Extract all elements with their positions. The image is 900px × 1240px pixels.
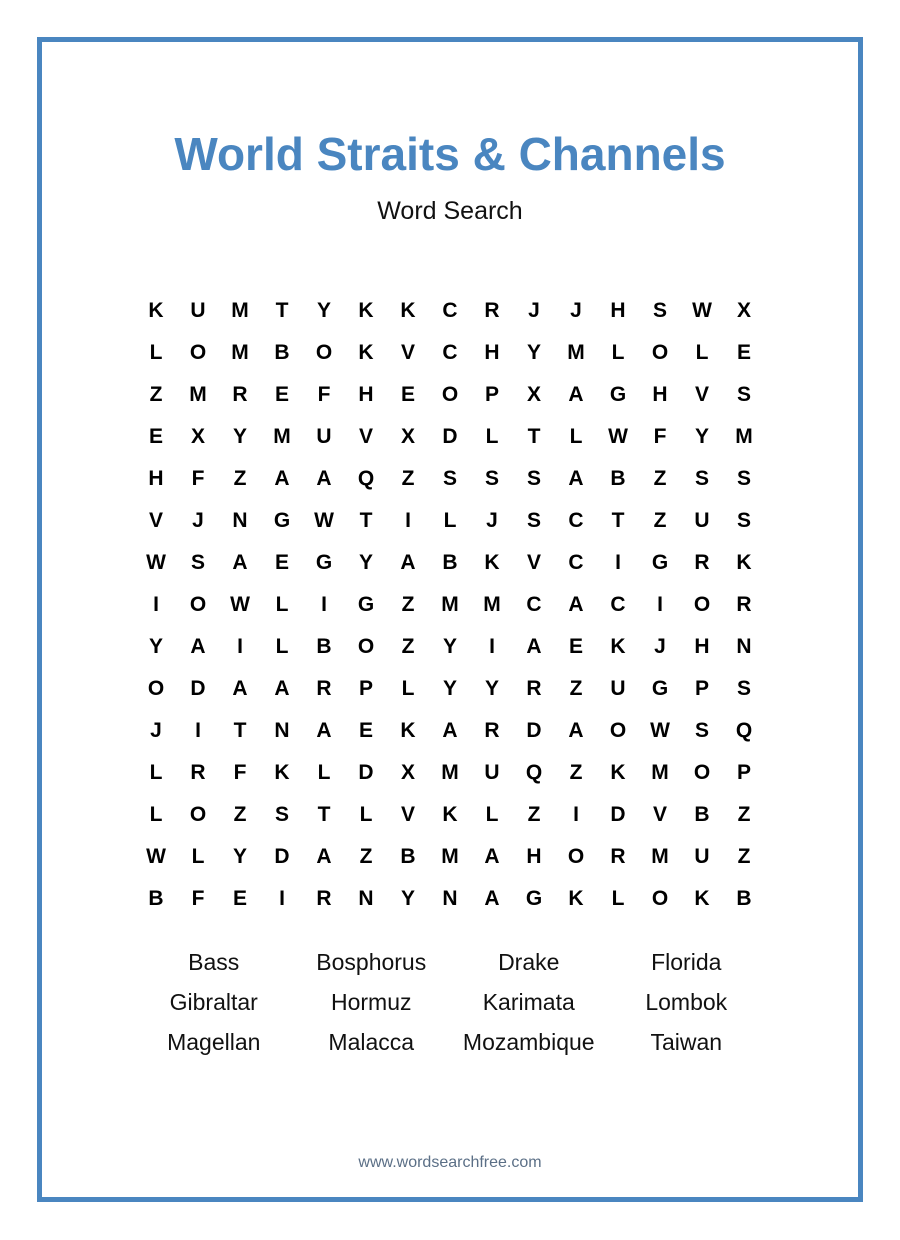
grid-cell[interactable]: F	[653, 425, 667, 448]
grid-cell[interactable]: L	[275, 593, 289, 616]
word-list-item: Magellan	[167, 1028, 261, 1055]
grid-cell[interactable]: S	[736, 383, 751, 406]
grid-cell[interactable]: V	[526, 551, 541, 574]
grid-cell[interactable]: W	[146, 845, 166, 868]
grid-cell[interactable]: E	[568, 635, 583, 658]
grid-cell[interactable]: O	[147, 677, 165, 700]
grid-cell[interactable]: E	[358, 719, 373, 742]
grid-cell[interactable]: X	[526, 383, 541, 406]
grid-cell[interactable]: D	[190, 677, 206, 700]
grid-cell[interactable]: U	[610, 677, 626, 700]
grid-cell[interactable]: K	[358, 299, 374, 322]
grid-cell[interactable]: U	[694, 509, 710, 532]
grid-cell[interactable]: M	[231, 341, 249, 364]
grid-cell[interactable]: M	[735, 425, 753, 448]
word-list-item: Malacca	[328, 1028, 415, 1055]
grid-cell[interactable]: A	[316, 719, 332, 742]
grid-cell[interactable]: H	[358, 383, 374, 406]
grid-cell[interactable]: V	[694, 383, 709, 406]
grid-cell[interactable]: O	[651, 341, 669, 364]
word-list-item: Hormuz	[330, 988, 412, 1015]
grid-cell[interactable]: C	[568, 551, 584, 574]
grid-cell[interactable]: K	[694, 887, 710, 910]
grid-cell[interactable]: C	[442, 341, 458, 364]
grid-cell[interactable]: A	[316, 845, 332, 868]
grid-cell[interactable]: H	[526, 845, 542, 868]
grid-cell[interactable]: R	[736, 593, 752, 616]
grid-cell[interactable]: N	[232, 509, 248, 532]
grid-cell[interactable]: G	[609, 383, 627, 406]
grid-cell[interactable]: Y	[442, 677, 457, 700]
grid-cell[interactable]: J	[654, 635, 666, 658]
grid-cell[interactable]: W	[314, 509, 334, 532]
footer-url[interactable]: www.wordsearchfree.com	[358, 1154, 542, 1171]
grid-cell[interactable]: P	[484, 383, 499, 406]
grid-cell[interactable]: T	[359, 509, 373, 532]
grid-cell[interactable]: E	[274, 383, 289, 406]
grid-cell[interactable]: V	[400, 341, 415, 364]
grid-cell[interactable]: V	[652, 803, 667, 826]
grid-cell[interactable]: S	[694, 467, 709, 490]
grid-cell[interactable]: I	[153, 593, 159, 616]
grid-cell[interactable]: Z	[527, 803, 541, 826]
grid-cell[interactable]: Z	[653, 509, 667, 532]
grid-cell[interactable]: A	[274, 467, 290, 490]
word-list-item: Mozambique	[462, 1028, 595, 1055]
grid-cell[interactable]: O	[651, 887, 669, 910]
grid-cell[interactable]: K	[484, 551, 500, 574]
grid-cell[interactable]: T	[317, 803, 331, 826]
grid-cell[interactable]: F	[191, 467, 205, 490]
grid-cell[interactable]: M	[567, 341, 585, 364]
grid-cell[interactable]: A	[568, 719, 584, 742]
grid-cell[interactable]: I	[573, 803, 579, 826]
grid-cell[interactable]: D	[274, 845, 290, 868]
grid-cell[interactable]: N	[442, 887, 458, 910]
grid-cell[interactable]: A	[484, 887, 500, 910]
grid-cell[interactable]: M	[441, 593, 459, 616]
grid-cell[interactable]: I	[321, 593, 327, 616]
word-list-item: Gibraltar	[169, 988, 258, 1015]
grid-cell[interactable]: N	[736, 635, 752, 658]
word-list-item: Bass	[188, 948, 240, 975]
grid-cell[interactable]: O	[189, 593, 207, 616]
word-list-item: Drake	[498, 948, 560, 975]
grid-cell[interactable]: K	[274, 761, 290, 784]
grid-cell[interactable]: I	[279, 887, 285, 910]
grid-cell[interactable]: H	[694, 635, 710, 658]
grid-cell[interactable]: U	[190, 299, 206, 322]
grid-cell[interactable]: L	[443, 509, 457, 532]
grid-cell[interactable]: O	[693, 593, 711, 616]
grid-cell[interactable]: P	[736, 761, 751, 784]
grid-cell[interactable]: H	[148, 467, 164, 490]
grid-cell[interactable]: Y	[232, 845, 247, 868]
page-subtitle: Word Search	[377, 197, 523, 225]
grid-cell[interactable]: G	[357, 593, 375, 616]
grid-cell[interactable]: S	[694, 719, 709, 742]
grid-cell[interactable]: R	[526, 677, 542, 700]
grid-cell[interactable]: I	[195, 719, 201, 742]
grid-cell[interactable]: C	[568, 509, 584, 532]
grid-cell[interactable]: S	[526, 509, 541, 532]
grid-cell[interactable]: X	[736, 299, 751, 322]
grid-cell[interactable]: G	[315, 551, 333, 574]
grid-cell[interactable]: Z	[359, 845, 373, 868]
grid-cell[interactable]: Z	[653, 467, 667, 490]
grid-cell[interactable]: T	[611, 509, 625, 532]
grid-cell[interactable]: A	[316, 467, 332, 490]
grid-cell[interactable]: L	[359, 803, 373, 826]
grid-cell[interactable]: D	[358, 761, 374, 784]
grid-cell[interactable]: Z	[569, 761, 583, 784]
grid-cell[interactable]: M	[441, 845, 459, 868]
grid-cell[interactable]: A	[190, 635, 206, 658]
grid-cell[interactable]: S	[274, 803, 289, 826]
grid-cell[interactable]: Q	[357, 467, 375, 490]
grid-cell[interactable]: Z	[401, 593, 415, 616]
grid-cell[interactable]: L	[569, 425, 583, 448]
grid-cell[interactable]: D	[610, 803, 626, 826]
grid-cell[interactable]: R	[694, 551, 710, 574]
grid-cell[interactable]: A	[526, 635, 542, 658]
grid-cell[interactable]: Z	[233, 803, 247, 826]
grid-cell[interactable]: S	[652, 299, 667, 322]
grid-cell[interactable]: D	[526, 719, 542, 742]
grid-cell[interactable]: L	[611, 887, 625, 910]
grid-cell[interactable]: K	[400, 299, 416, 322]
grid-cell[interactable]: U	[484, 761, 500, 784]
grid-cell[interactable]: U	[316, 425, 332, 448]
grid-cell[interactable]: B	[400, 845, 416, 868]
grid-cell[interactable]: S	[484, 467, 499, 490]
grid-cell[interactable]: O	[189, 341, 207, 364]
grid-cell[interactable]: R	[484, 299, 500, 322]
grid-cell[interactable]: K	[736, 551, 752, 574]
grid-cell[interactable]: K	[400, 719, 416, 742]
grid-cell[interactable]: Q	[735, 719, 753, 742]
grid-cell[interactable]: C	[610, 593, 626, 616]
grid-cell[interactable]: W	[230, 593, 250, 616]
grid-cell[interactable]: U	[694, 845, 710, 868]
grid-cell[interactable]: B	[148, 887, 164, 910]
word-list-item: Karimata	[482, 988, 575, 1015]
grid-cell[interactable]: Z	[569, 677, 583, 700]
grid-cell[interactable]: Z	[737, 803, 751, 826]
grid-cell[interactable]: A	[442, 719, 458, 742]
grid-cell[interactable]: B	[694, 803, 710, 826]
grid-cell[interactable]: G	[651, 677, 669, 700]
word-list-item: Taiwan	[650, 1028, 723, 1055]
grid-cell[interactable]: F	[317, 383, 331, 406]
grid-cell[interactable]: D	[442, 425, 458, 448]
grid-cell[interactable]: S	[736, 509, 751, 532]
grid-cell[interactable]: J	[486, 509, 498, 532]
grid-cell[interactable]: A	[232, 677, 248, 700]
grid-cell[interactable]: P	[694, 677, 709, 700]
letter-grid	[135, 290, 765, 920]
grid-cell[interactable]: O	[693, 761, 711, 784]
grid-cell[interactable]: K	[568, 887, 584, 910]
grid-cell[interactable]: Y	[400, 887, 415, 910]
grid-cell[interactable]: I	[615, 551, 621, 574]
grid-cell[interactable]: O	[315, 341, 333, 364]
grid-cell[interactable]: S	[526, 467, 541, 490]
grid-cell[interactable]: W	[608, 425, 628, 448]
grid-cell[interactable]: M	[189, 383, 207, 406]
grid-cell[interactable]: K	[610, 761, 626, 784]
grid-cell[interactable]: M	[651, 761, 669, 784]
grid-cell[interactable]: H	[484, 341, 500, 364]
grid-cell[interactable]: O	[357, 635, 375, 658]
grid-cell[interactable]: Y	[316, 299, 331, 322]
grid-cell[interactable]: L	[275, 635, 289, 658]
grid-cell[interactable]: V	[148, 509, 163, 532]
grid-cell[interactable]: B	[274, 341, 290, 364]
grid-cell[interactable]: S	[736, 467, 751, 490]
grid-cell[interactable]: X	[400, 425, 415, 448]
grid-cell[interactable]: V	[358, 425, 373, 448]
grid-cell[interactable]: I	[405, 509, 411, 532]
grid-cell[interactable]: K	[610, 635, 626, 658]
grid-cell[interactable]: F	[233, 761, 247, 784]
grid-cell[interactable]: A	[274, 677, 290, 700]
grid-cell[interactable]: Y	[694, 425, 709, 448]
grid-cell[interactable]: J	[570, 299, 582, 322]
grid-cell[interactable]: L	[191, 845, 205, 868]
page-title: World Straits & Channels	[174, 128, 726, 180]
word-list-item: Bosphorus	[316, 948, 427, 975]
grid-cell[interactable]: J	[528, 299, 540, 322]
grid-cell[interactable]: S	[442, 467, 457, 490]
grid-cell[interactable]: H	[610, 299, 626, 322]
grid-cell[interactable]: X	[190, 425, 205, 448]
grid-cell[interactable]: Z	[233, 467, 247, 490]
word-list-item: Lombok	[645, 988, 728, 1015]
grid-cell[interactable]: I	[657, 593, 663, 616]
grid-cell[interactable]: T	[527, 425, 541, 448]
grid-cell[interactable]: E	[736, 341, 751, 364]
grid-cell[interactable]: N	[358, 887, 374, 910]
grid-cell[interactable]: A	[484, 845, 500, 868]
grid-cell[interactable]: Q	[525, 761, 543, 784]
grid-cell[interactable]: Z	[149, 383, 163, 406]
grid-cell[interactable]: O	[441, 383, 459, 406]
word-list	[135, 942, 765, 1062]
grid-cell[interactable]: M	[273, 425, 291, 448]
grid-cell[interactable]: Y	[526, 341, 541, 364]
grid-cell[interactable]: G	[273, 509, 291, 532]
grid-cell[interactable]: E	[148, 425, 163, 448]
grid-cell[interactable]: X	[400, 761, 415, 784]
grid-cell[interactable]: V	[400, 803, 415, 826]
word-list-item: Florida	[651, 948, 722, 975]
grid-cell[interactable]: B	[736, 887, 752, 910]
grid-cell[interactable]: L	[401, 677, 415, 700]
grid-cell[interactable]: T	[275, 299, 289, 322]
grid-cell[interactable]: Y	[232, 425, 247, 448]
grid-cell[interactable]: L	[149, 761, 163, 784]
grid-cell[interactable]: J	[150, 719, 162, 742]
grid-cell[interactable]: Z	[401, 635, 415, 658]
grid-cell[interactable]: E	[400, 383, 415, 406]
grid-cell[interactable]: K	[442, 803, 458, 826]
grid-cell[interactable]: A	[568, 593, 584, 616]
grid-cell[interactable]: L	[485, 803, 499, 826]
grid-cell[interactable]: L	[149, 341, 163, 364]
grid-cell[interactable]: A	[568, 383, 584, 406]
grid-cell[interactable]: G	[525, 887, 543, 910]
grid-cell[interactable]: L	[149, 803, 163, 826]
grid-cell[interactable]: M	[441, 761, 459, 784]
grid-cell[interactable]: M	[651, 845, 669, 868]
grid-cell[interactable]: H	[652, 383, 668, 406]
grid-cell[interactable]: O	[567, 845, 585, 868]
grid-cell[interactable]: Y	[148, 635, 163, 658]
grid-cell[interactable]: F	[191, 887, 205, 910]
grid-cell[interactable]: W	[692, 299, 712, 322]
grid-cell[interactable]: T	[233, 719, 247, 742]
grid-cell[interactable]: S	[736, 677, 751, 700]
grid-cell[interactable]: M	[483, 593, 501, 616]
grid-cell[interactable]: Y	[442, 635, 457, 658]
grid-cell[interactable]: E	[232, 887, 247, 910]
grid-cell[interactable]: B	[610, 467, 626, 490]
grid-cell[interactable]: Y	[484, 677, 499, 700]
grid-cell[interactable]: N	[274, 719, 290, 742]
grid-cell[interactable]: O	[609, 719, 627, 742]
grid-cell[interactable]: R	[190, 761, 206, 784]
grid-cell[interactable]: W	[146, 551, 166, 574]
grid-cell[interactable]: K	[148, 299, 164, 322]
grid-cell[interactable]: I	[237, 635, 243, 658]
grid-cell[interactable]: B	[442, 551, 458, 574]
grid-cell[interactable]: Z	[737, 845, 751, 868]
grid-cell[interactable]: A	[400, 551, 416, 574]
grid-cell[interactable]: Z	[401, 467, 415, 490]
grid-cell[interactable]: R	[610, 845, 626, 868]
grid-cell[interactable]: A	[568, 467, 584, 490]
grid-cell[interactable]: L	[485, 425, 499, 448]
grid-cell[interactable]: R	[316, 887, 332, 910]
grid-cell[interactable]: Y	[358, 551, 373, 574]
grid-cell[interactable]: K	[358, 341, 374, 364]
grid-cell[interactable]: L	[695, 341, 709, 364]
grid-cell[interactable]: P	[358, 677, 373, 700]
grid-cell[interactable]: R	[316, 677, 332, 700]
grid-cell[interactable]: M	[231, 299, 249, 322]
grid-cell[interactable]: R	[232, 383, 248, 406]
grid-cell[interactable]: E	[274, 551, 289, 574]
grid-cell[interactable]: S	[190, 551, 205, 574]
grid-cell[interactable]: O	[189, 803, 207, 826]
grid-cell[interactable]: L	[317, 761, 331, 784]
grid-cell[interactable]: W	[650, 719, 670, 742]
grid-cell[interactable]: G	[651, 551, 669, 574]
grid-cell[interactable]: R	[484, 719, 500, 742]
grid-cell[interactable]: C	[442, 299, 458, 322]
grid-cell[interactable]: L	[611, 341, 625, 364]
grid-cell[interactable]: I	[489, 635, 495, 658]
grid-cell[interactable]: J	[192, 509, 204, 532]
grid-cell[interactable]: C	[526, 593, 542, 616]
grid-cell[interactable]: A	[232, 551, 248, 574]
grid-cell[interactable]: B	[316, 635, 332, 658]
